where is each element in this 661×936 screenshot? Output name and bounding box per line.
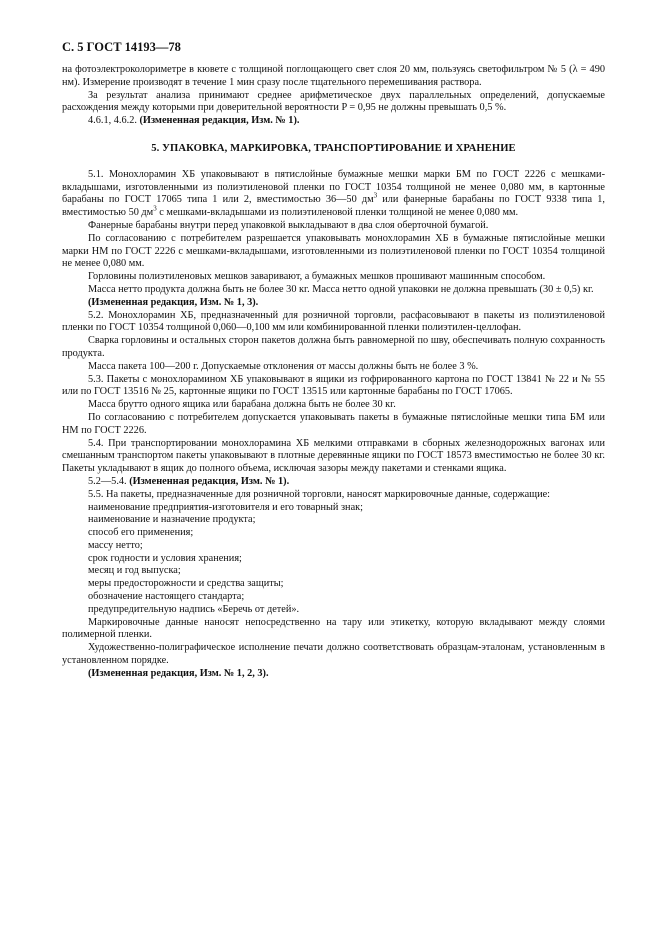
paragraph: Масса брутто одного ящика или барабана должна быть не более 30 кг. <box>88 399 396 411</box>
clause-numbers: 5.2—5.4. <box>88 475 127 487</box>
paragraph: 5.2. Монохлорамин ХБ, предназначенный для розничной торговли, расфасовывают в пакеты из полиэтиленовой пленки по ГОСТ 10354 толщиной 0,060—0,100 мм или комбинированной пленки полиэтилен-целлофан. <box>62 309 605 334</box>
amendment-label: (Измененная редакция, Изм. № 1, 3). <box>88 296 259 308</box>
paragraph: Сварка горловины и остальных сторон пакетов должна быть равномерной по шву, обеспечивать полную сохранность продукта. <box>62 335 605 359</box>
paragraph: 5.4. При транспортировании монохлорамина ХБ мелкими отправками в сборных железнодорожных вагонах или смешанным транспортом пакеты упаковывают в плотные деревянные ящики по ГОСТ 18573 вместимостью не более 30 кг. Пакеты укладывают в ящик до полного объема, исключая зазоры между пакетами и стенками ящика. <box>62 437 605 475</box>
text-fragment: или фанерные барабаны по ГОСТ 9338 типа 1, вместимостью 50 дм <box>62 194 605 219</box>
paragraph: По согласованию с потребителем разрешается упаковывать монохлорамин ХБ в бумажные пятислойные мешки марки НМ по ГОСТ 2226 с мешками-вкладышами, изготовленными из полиэтиленовой пленки по ГОСТ 10354 толщиной не менее 0,080 мм. <box>62 232 605 270</box>
text-fragment: 5.1. Монохлорамин ХБ упаковывают в пятислойные бумажные мешки марки БМ по ГОСТ 2226 с мешками-вкладышами, изготовленными из полиэтиленовой пленки по ГОСТ 10354 толщиной не менее 0,080 мм, в картонные барабаны по ГОСТ 17065 типа 1 или 2, вместимостью 36—50 дм <box>62 168 605 206</box>
superscript: 3 <box>153 204 157 213</box>
page-header: С. 5 ГОСТ 14193—78 <box>62 40 181 54</box>
paragraph: Фанерные барабаны внутри перед упаковкой выкладывают в два слоя оберточной бумагой. <box>88 219 489 231</box>
superscript: 3 <box>373 191 378 200</box>
amendment-note <box>62 115 605 128</box>
amendment-label: (Измененная редакция, Изм. № 1). <box>139 115 300 127</box>
paragraph: По согласованию с потребителем допускается упаковывать пакеты в бумажные пятислойные мешки типа БМ или НМ по ГОСТ 2226. <box>62 411 605 436</box>
list-item: способ его применения; <box>88 527 194 539</box>
text-fragment: с мешками-вкладышами из полиэтиленовой пленки толщиной не менее 0,080 мм. <box>156 207 519 219</box>
paragraph: Художественно-полиграфическое исполнение печати должно соответствовать образцам-эталонам, установленным в установленном порядке. <box>62 642 605 667</box>
paragraph: Масса нетто продукта должна быть не более 30 кг. Масса нетто одной упаковки не должна превышать (30 ± 0,5) кг. <box>88 283 594 295</box>
paragraph <box>62 169 605 220</box>
list-item: меры предосторожности и средства защиты; <box>88 578 284 590</box>
section-title: 5. УПАКОВКА, МАРКИРОВКА, ТРАНСПОРТИРОВАНИЕ И ХРАНЕНИЕ <box>151 142 516 154</box>
amendment-label: (Измененная редакция, Изм. № 1, 2, 3). <box>88 667 269 679</box>
amendment-note <box>62 476 605 489</box>
paragraph: Масса пакета 100—200 г. Допускаемые отклонения от массы должны быть не более 3 %. <box>88 360 479 372</box>
paragraph: 5.3. Пакеты с монохлорамином ХБ упаковывают в ящики из гофрированного картона по ГОСТ 13841 № 22 и № 55 или по ГОСТ 13516 № 25, картонные ящики по ГОСТ 13515 или картонные барабаны по ГОСТ 17065. <box>62 373 605 398</box>
paragraph: Маркировочные данные наносят непосредственно на тару или этикетку, которую вкладывают между слоями полимерной пленки. <box>62 616 605 641</box>
marking-list <box>62 502 605 617</box>
list-item: предупредительную надпись «Беречь от детей». <box>88 603 300 615</box>
paragraph: За результат анализа принимают среднее арифметическое двух параллельных определений, допускаемые расхождения между которыми при доверительной вероятности P = 0,95 не должны превышать 0,5 %. <box>62 89 605 114</box>
list-item: срок годности и условия хранения; <box>88 552 242 564</box>
list-item: месяц и год выпуска; <box>88 565 181 577</box>
document-body <box>62 64 605 681</box>
clause-numbers: 4.6.1, 4.6.2. <box>88 115 137 127</box>
paragraph: 5.5. На пакеты, предназначенные для розничной торговли, наносят маркировочные данные, содержащие: <box>88 488 551 500</box>
paragraph: Горловины полиэтиленовых мешков заваривают, а бумажных мешков прошивают машинным способом. <box>88 271 546 283</box>
list-item: наименование и назначение продукта; <box>88 514 256 526</box>
amendment-label: (Измененная редакция, Изм. № 1). <box>129 475 290 487</box>
paragraph: на фотоэлектроколориметре в кювете с толщиной поглощающего свет слоя 20 мм, пользуясь светофильтром № 5 (λ = 490 нм). Измерение производят в течение 1 мин сразу после тщательного перемешивания раствора. <box>62 64 605 88</box>
list-item: обозначение настоящего стандарта; <box>88 591 245 603</box>
list-item: массу нетто; <box>88 539 143 551</box>
list-item: наименование предприятия-изготовителя и его товарный знак; <box>88 501 363 513</box>
